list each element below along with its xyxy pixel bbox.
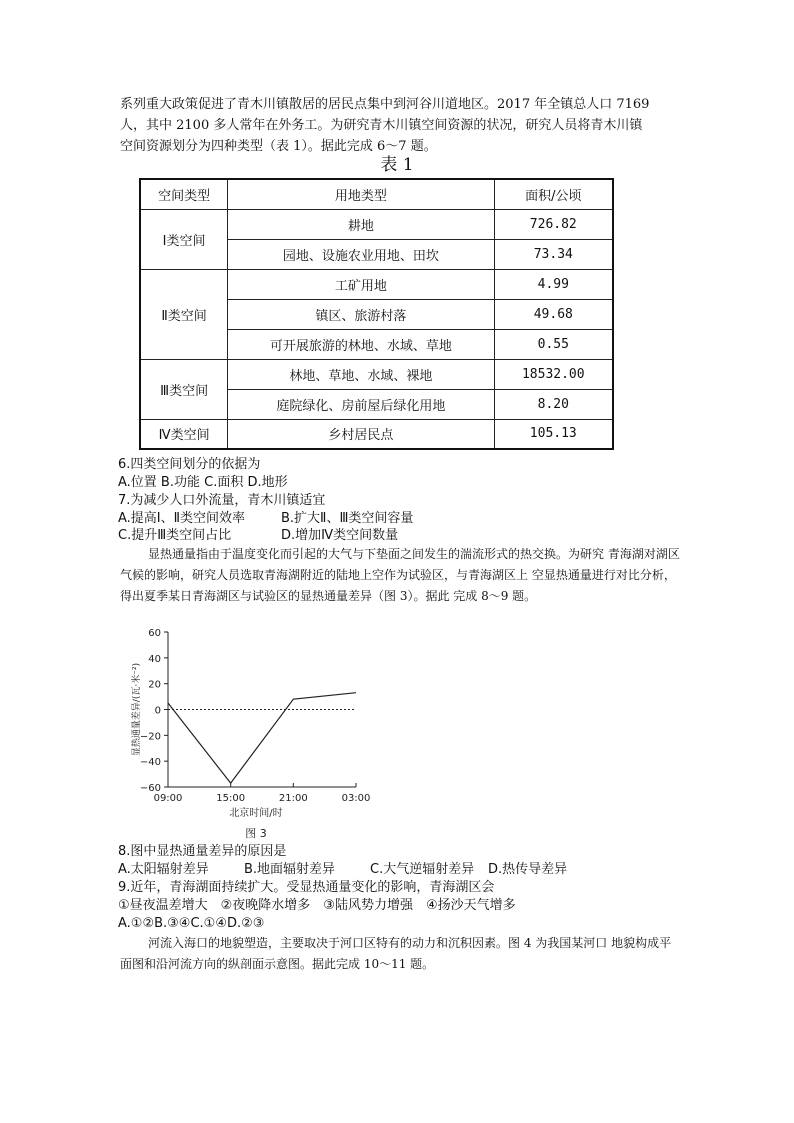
- question-6-options: A.位置 B.功能 C.面积 D.地形: [118, 475, 288, 490]
- area-cell: 8.20: [494, 389, 613, 419]
- intro-line: 空间资源划分为四种类型（表 1）。据此完成 6～7 题。: [120, 139, 437, 154]
- option-c: C.大气逆辐射差异: [370, 862, 475, 877]
- series-line: [168, 693, 356, 783]
- question-6-stem: 6.四类空间划分的依据为: [118, 457, 261, 472]
- land-use-cell: 镇区、旅游村落: [228, 299, 494, 329]
- space-type-cell: Ⅲ类空间: [140, 359, 228, 419]
- estuary-paragraph: [120, 933, 682, 975]
- table-row: [140, 269, 613, 299]
- question-7-stem: 7.为减少人口外流量，青木川镇适宜: [118, 493, 326, 508]
- table-header: 用地类型: [228, 179, 494, 209]
- option-a: A.提高Ⅰ、Ⅱ类空间效率: [118, 511, 246, 526]
- land-use-cell: 可开展旅游的林地、水域、草地: [228, 329, 494, 359]
- sensible-heat-paragraph: [120, 544, 682, 607]
- paragraph-line: 青海湖对湖区气候的影响，研究人员选取青海湖附近的陆地上空作为试验区，与青海湖区上: [120, 547, 680, 582]
- x-axis-label: 北京时间/时: [229, 808, 283, 819]
- question-7-options-row2: [118, 527, 398, 545]
- table-row: [140, 419, 613, 449]
- option-c: C.提升Ⅲ类空间占比: [118, 528, 232, 543]
- y-tick-label: 60: [148, 628, 161, 639]
- land-use-cell: 耕地: [228, 209, 494, 239]
- space-type-table: [139, 178, 614, 450]
- question-8-options: [118, 861, 567, 879]
- question-7-options-row1: [118, 510, 413, 528]
- y-tick-label: −40: [139, 757, 161, 769]
- area-cell: 4.99: [494, 269, 613, 299]
- option-b: B.扩大Ⅱ、Ⅲ类空间容量: [281, 511, 414, 526]
- intro-line: 人，其中 2100 多人常年在外务工。为研究青木川镇空间资源的状况，研究人员将青木川镇: [120, 118, 643, 133]
- area-cell: 18532.00: [494, 359, 613, 389]
- area-cell: 105.13: [494, 419, 613, 449]
- paragraph-line: 完成 8～9 题。: [453, 589, 537, 603]
- figure-3-line-chart: [128, 620, 378, 840]
- area-cell: 73.34: [494, 239, 613, 269]
- paragraph-line: 空显热通量进行对比分析，得出夏季某日青海湖区与试验区的显热通量差异（图 3）。据此: [120, 568, 676, 603]
- intro-paragraph: [120, 94, 680, 157]
- area-cell: 726.82: [494, 209, 613, 239]
- y-tick-label: 20: [148, 679, 161, 691]
- paragraph-line: 显热通量指由于温度变化而引起的大气与下垫面之间发生的湍流形式的热交换。为研究: [148, 547, 605, 561]
- question-9-stem: 9.近年，青海湖面持续扩大。受显热通量变化的影响，青海湖区会: [118, 880, 495, 895]
- area-cell: 49.68: [494, 299, 613, 329]
- land-use-cell: 乡村居民点: [228, 419, 494, 449]
- x-tick-label: 21:00: [278, 793, 308, 804]
- option-b: B.地面辐射差异: [244, 862, 336, 877]
- option-d: D.增加Ⅳ类空间数量: [281, 528, 399, 543]
- y-tick-label: −60: [139, 783, 161, 794]
- question-9-options: A.①②B.③④C.①④D.②③: [118, 916, 265, 931]
- y-axis-label: 显热通量差异/(瓦·米⁻²): [132, 662, 142, 757]
- table-header: 空间类型: [140, 179, 228, 209]
- space-type-cell: Ⅰ类空间: [140, 209, 228, 269]
- land-use-cell: 工矿用地: [228, 269, 494, 299]
- x-tick-label: 03:00: [341, 793, 371, 804]
- y-tick-label: −20: [139, 731, 161, 743]
- intro-line: 系列重大政策促进了青木川镇散居的居民点集中到河谷川道地区。2017 年全镇总人口 7169: [120, 97, 650, 112]
- y-tick-label: 40: [148, 653, 161, 665]
- space-type-cell: Ⅱ类空间: [140, 269, 228, 359]
- question-9-items: ①昼夜温差增大 ②夜晚降水增多 ③陆风势力增强 ④扬沙天气增多: [118, 898, 516, 913]
- space-type-cell: Ⅳ类空间: [140, 419, 228, 449]
- paragraph-line: 地貌构成平面图和沿河流方向的纵剖面示意图。据此完成 10～11 题。: [120, 936, 672, 971]
- land-use-cell: 林地、草地、水域、裸地: [228, 359, 494, 389]
- option-d: D.热传导差异: [488, 862, 568, 877]
- table-title: 表 1: [380, 155, 414, 175]
- figure-caption: 图 3: [245, 827, 267, 840]
- x-tick-label: 15:00: [216, 793, 246, 804]
- land-use-cell: 园地、设施农业用地、田坎: [228, 239, 494, 269]
- paragraph-line: 河流入海口的地貌塑造，主要取决于河口区特有的动力和沉积因素。图 4 为我国某河口: [148, 936, 608, 950]
- table-row: [140, 209, 613, 239]
- table-header-row: [140, 179, 613, 209]
- area-cell: 0.55: [494, 329, 613, 359]
- x-tick-label: 09:00: [153, 793, 183, 804]
- option-a: A.太阳辐射差异: [118, 862, 209, 877]
- y-tick-label: 0: [154, 705, 161, 717]
- question-8-stem: 8.图中显热通量差异的原因是: [118, 844, 287, 859]
- table-header: 面积/公顷: [494, 179, 613, 209]
- land-use-cell: 庭院绿化、房前屋后绿化用地: [228, 389, 494, 419]
- table-row: [140, 359, 613, 389]
